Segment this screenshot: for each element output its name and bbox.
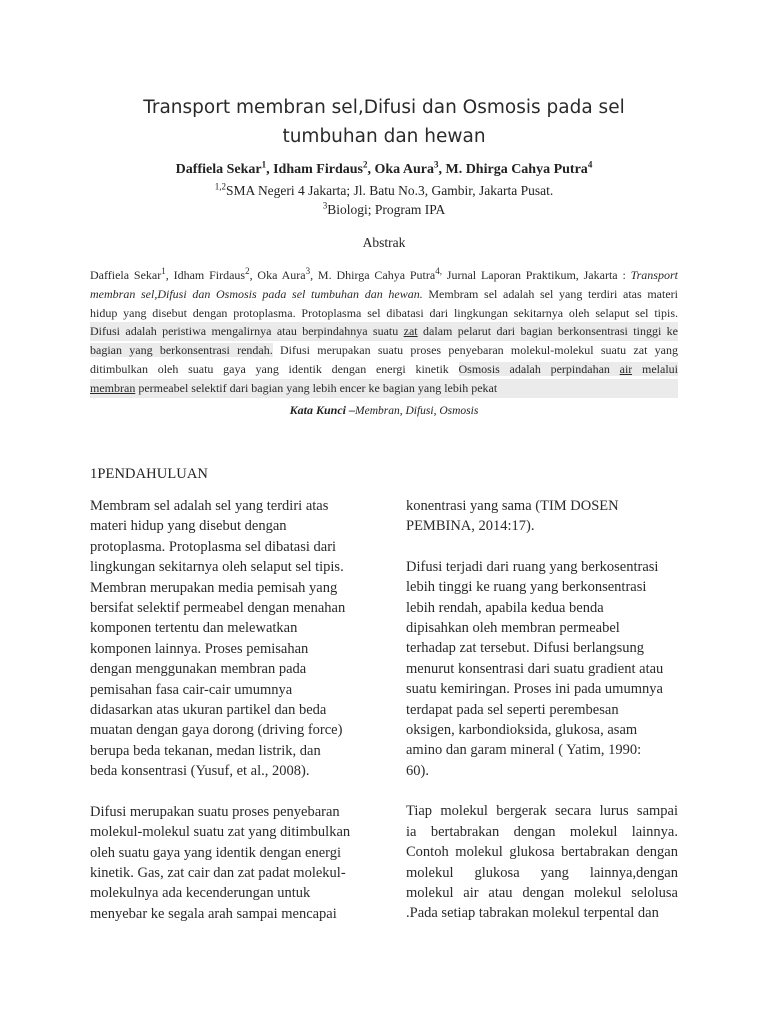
abstract-body [90, 266, 678, 398]
author-name: Oka Aura [374, 162, 434, 177]
paragraph [406, 496, 678, 537]
text-line: protoplasma. Protoplasma sel dibatasi dari [90, 538, 337, 555]
section-heading: 1PENDAHULUAN [90, 466, 208, 482]
text-line: Membram sel adalah sel yang terdiri atas [90, 498, 329, 514]
abstract-text: melalui [632, 361, 678, 376]
author-sup: 1 [261, 159, 267, 170]
abstract-sup: 3 [305, 266, 311, 276]
text-line: menyebar ke segala arah sampai mencapai [90, 905, 337, 922]
text-line: molekul air atau dengan molekul selolusa [406, 884, 678, 901]
text-line: suatu kemiringan. Proses ini pada umumnya [406, 681, 663, 698]
abstract-text: Difusi merupakan suatu proses penyebaran molekul-molekul suatu zat yang [272, 343, 678, 358]
abstract-text: , M. Dhirga Cahya Putra [310, 268, 436, 282]
abstract-text: Difusi adalah peristiwa mengalirnya atau berpindahnya suatu [90, 324, 404, 339]
text-line: Contoh molekul glukosa bertabrakan dengan [406, 844, 678, 861]
paragraph [90, 802, 362, 924]
text-line: konentrasi yang sama (TIM DOSEN [406, 498, 619, 514]
keywords-value: Membran, Difusi, Osmosis [355, 405, 479, 417]
text-line: oleh suatu gaya yang identik dengan energi [90, 844, 341, 861]
abstract-sup: 2 [245, 266, 250, 276]
author-sep: , [367, 162, 375, 177]
abstract-line [90, 285, 678, 304]
affiliation-sup: 1,2 [214, 181, 227, 192]
abstract-text: bagian yang berkonsentrasi rendah. [90, 343, 273, 358]
text-line: beda konsentrasi (Yusuf, et al., 2008). [90, 763, 310, 780]
keywords-label: Kata Kunci – [289, 403, 356, 417]
paper-title [90, 93, 678, 151]
text-line: lingkungan sekitarnya oleh selaput sel tipis. [90, 559, 344, 576]
text-line: didasarkan atas ukuran partikel dan beda [90, 702, 327, 719]
text-line: kinetik. Gas, zat cair dan zat padat molekul- [90, 864, 346, 881]
text-line: berupa beda tekanan, medan listrik, dan [90, 742, 321, 759]
author-name: Daffiela Sekar [175, 162, 262, 177]
left-column [90, 496, 362, 924]
abstract-sup: 4, [435, 266, 442, 276]
text-line: lebih tinggi ke ruang yang berkonsentrasi [406, 579, 647, 596]
text-line: Tiap molekul bergerak secara lurus sampai [406, 803, 678, 820]
author-name: Idham Firdaus [273, 162, 363, 177]
text-line: menurut konsentrasi dari suatu gradient atau [406, 660, 664, 677]
text-line: Difusi merupakan suatu proses penyebaran [90, 803, 340, 820]
text-line: 60). [406, 762, 429, 779]
abstract-text: , Oka Aura [249, 268, 306, 282]
text-line: komponen lainnya. Proses pemisahan [90, 640, 309, 657]
title-line-2: tumbuhan dan hewan [282, 126, 486, 147]
text-line: muatan dengan gaya dorong (driving force) [90, 722, 343, 739]
abstract-text: Jurnal Laporan Praktikum, Jakarta : [441, 268, 631, 282]
abstract-line [90, 266, 678, 285]
abstract-text: ditimbulkan oleh suatu gaya yang identik dengan energi kinetik [90, 361, 459, 376]
abstract-text: Daffiela Sekar [90, 268, 162, 282]
abstract-line [90, 360, 678, 379]
text-line: pemisahan fasa cair-cair umumnya [90, 681, 293, 698]
paragraph [90, 496, 362, 782]
text-line: bersifat selektif permeabel dengan menahan [90, 600, 346, 617]
affiliation-text: Biologi; Program IPA [327, 202, 446, 217]
author-sep: , [438, 162, 446, 177]
abstract-text: Membram sel adalah sel yang terdiri atas materi [422, 286, 678, 301]
author-name: M. Dhirga Cahya Putra [445, 162, 588, 177]
abstract-link-air[interactable]: air [619, 361, 633, 376]
text-line: .Pada setiap tabrakan molekul terpental dan [406, 905, 659, 922]
text-line: oksigen, karbondioksida, glukosa, asam [406, 722, 638, 739]
abstract-heading: Abstrak [362, 235, 406, 250]
author-sup: 2 [362, 159, 368, 170]
abstract-line [90, 379, 678, 398]
abstract-link-zat[interactable]: zat [403, 324, 418, 339]
abstract-text: permeabel selektif dari bagian yang lebih encer ke bagian yang lebih pekat [135, 380, 498, 395]
text-line: terdapat pada sel seperti perembesan [406, 701, 619, 718]
text-line: molekul glukosa yang lainnya,dengan [406, 864, 678, 881]
text-line: terhadap zat tersebut. Difusi berlangsung [406, 640, 644, 657]
abstract-text: Osmosis adalah perpindahan [458, 361, 620, 376]
text-line: dipisahkan oleh membran permeabel [406, 620, 620, 637]
text-line: materi hidup yang disebut dengan [90, 518, 287, 535]
abstract-link-membran[interactable]: membran [90, 380, 136, 395]
text-line: dengan menggunakan membran pada [90, 661, 307, 678]
text-line: ia bertabrakan dengan molekul lainnya. [406, 823, 678, 840]
abstract-text: Transport [630, 268, 678, 282]
text-line: amino dan garam mineral ( Yatim, 1990: [406, 742, 642, 759]
abstract-text: , Idham Firdaus [165, 268, 246, 282]
right-column [406, 496, 678, 924]
abstract-text: membran sel,Difusi dan Osmosis pada sel tumbuhan dan hewan. [90, 286, 423, 301]
title-line-1: Transport membran sel,Difusi dan Osmosis pada sel [143, 97, 625, 118]
text-line: lebih rendah, apabila kedua benda [406, 599, 604, 616]
affiliation-text: SMA Negeri 4 Jakarta; Jl. Batu No.3, Gambir, Jakarta Pusat. [226, 183, 554, 198]
text-line: Membran merupakan media pemisah yang [90, 579, 338, 596]
text-line: molekulnya ada kecenderungan untuk [90, 885, 311, 902]
text-line: Difusi terjadi dari ruang yang berkosentrasi [406, 558, 659, 575]
paragraph [406, 557, 678, 781]
author-sup: 3 [433, 159, 439, 170]
keywords [90, 403, 678, 418]
abstract-sup: 1 [161, 266, 166, 276]
author-sep: , [266, 162, 274, 177]
author-sup: 4 [587, 159, 593, 170]
abstract-line [90, 322, 678, 341]
author-list [90, 160, 678, 180]
affiliation-sup: 3 [322, 200, 328, 211]
text-line: komponen tertentu dan melewatkan [90, 620, 298, 637]
paragraph [406, 801, 678, 923]
text-line: PEMBINA, 2014:17). [406, 518, 535, 535]
affiliation-2 [90, 200, 678, 219]
abstract-line: hidup yang disebut dengan protoplasma. Protoplasma sel dibatasi dari lingkungan sekitarnya oleh selaput sel tipis. [90, 305, 678, 320]
abstract-text: dalam pelarut dari bagian berkonsentrasi tinggi ke [417, 324, 678, 339]
abstract-line [90, 341, 678, 360]
affiliation-1 [90, 181, 678, 200]
text-line: molekul-molekul suatu zat yang ditimbulkan [90, 824, 351, 841]
